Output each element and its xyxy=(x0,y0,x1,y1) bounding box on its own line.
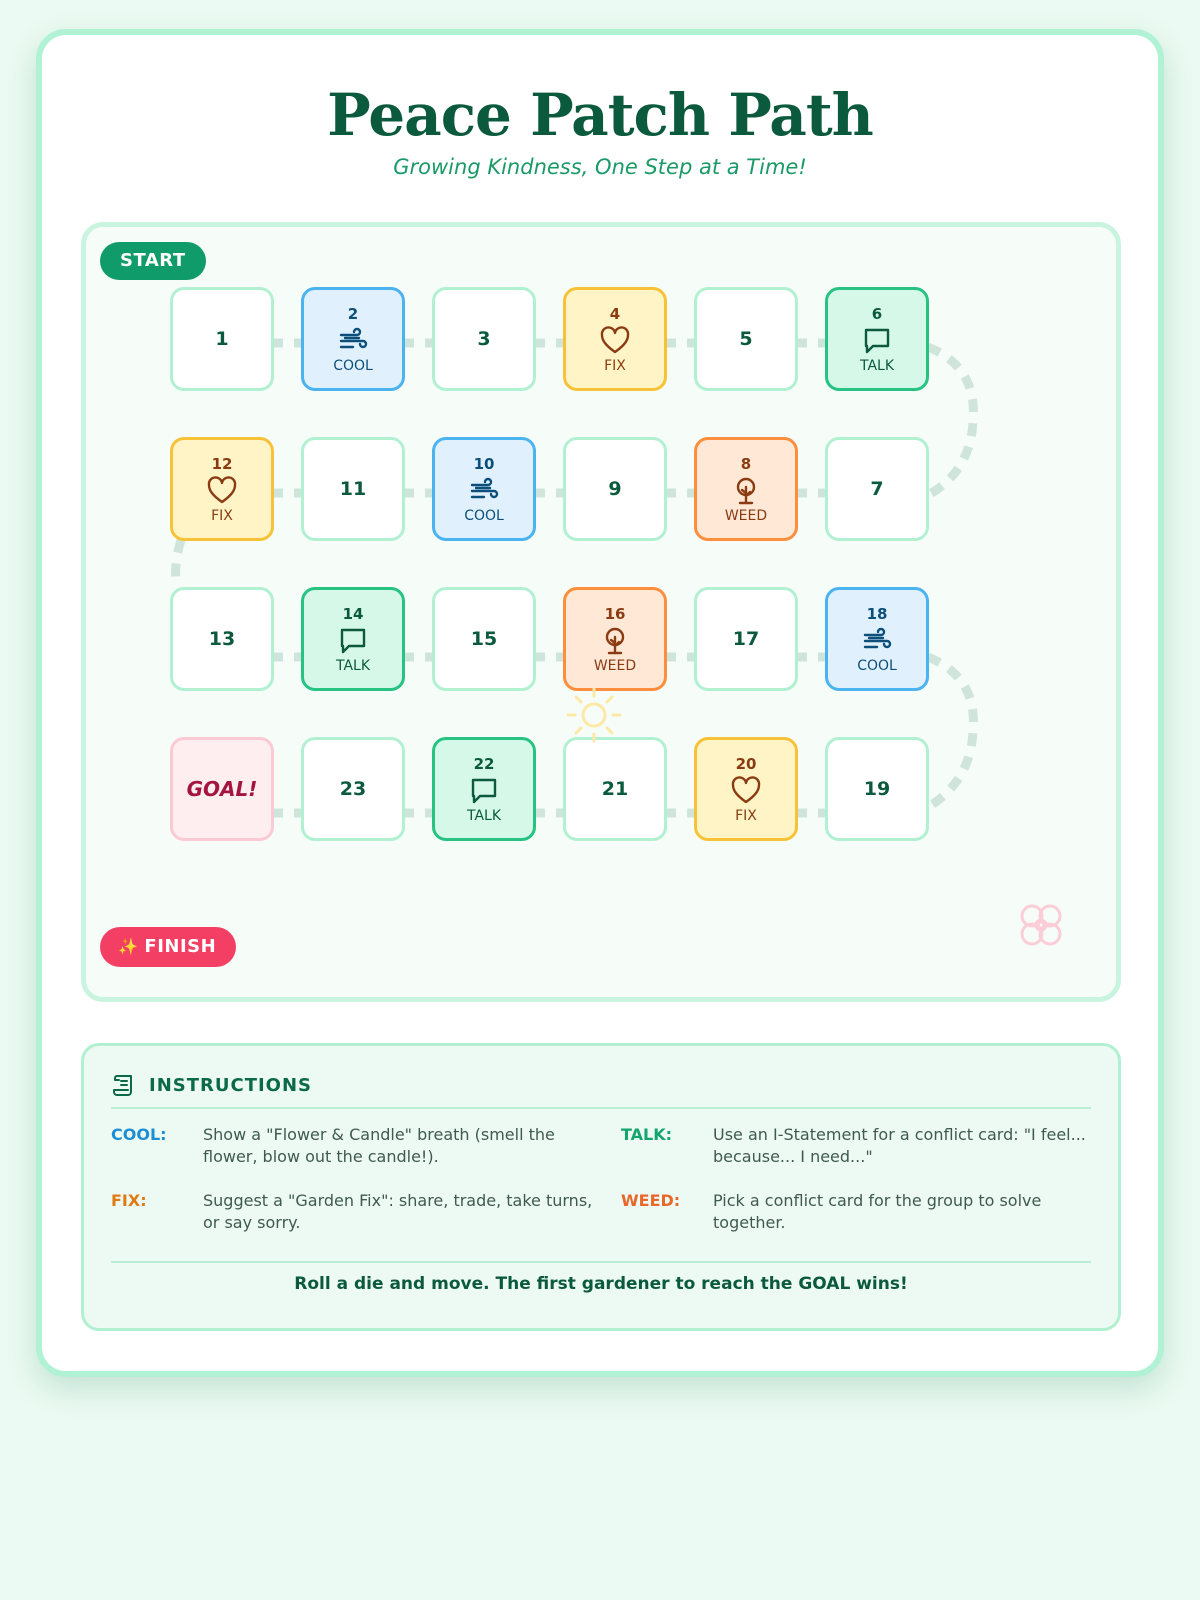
speech-bubble-icon xyxy=(337,625,369,657)
tile-label: TALK xyxy=(466,807,502,824)
tile-number: 18 xyxy=(866,604,888,623)
tile-6[interactable] xyxy=(825,287,929,391)
tile-number: 19 xyxy=(863,778,891,800)
tile-21[interactable] xyxy=(563,737,667,841)
tile-11[interactable] xyxy=(301,437,405,541)
tile-number: 12 xyxy=(211,454,233,473)
divider xyxy=(111,1261,1091,1263)
tile-label: FIX xyxy=(735,807,757,824)
tile-label: COOL xyxy=(857,657,897,674)
tile-number: 15 xyxy=(470,628,498,650)
tile-10[interactable] xyxy=(432,437,536,541)
tile-label: WEED xyxy=(724,507,768,524)
speech-bubble-icon xyxy=(468,775,500,807)
tile-16[interactable] xyxy=(563,587,667,691)
tile-23[interactable] xyxy=(301,737,405,841)
tile-3[interactable] xyxy=(432,287,536,391)
tile-14[interactable] xyxy=(301,587,405,691)
finish-badge xyxy=(100,927,236,967)
rule-description: Suggest a "Garden Fix": share, trade, take turns, or say sorry. xyxy=(203,1191,593,1232)
rule-key: FIX: xyxy=(111,1191,147,1210)
tile-12[interactable] xyxy=(170,437,274,541)
wind-icon xyxy=(468,475,500,507)
speech-bubble-icon xyxy=(861,325,893,357)
tile-number: 23 xyxy=(339,778,367,800)
tile-18[interactable] xyxy=(825,587,929,691)
instructions-title: INSTRUCTIONS xyxy=(149,1074,312,1096)
tile-number: 16 xyxy=(604,604,626,623)
finish-label: FINISH xyxy=(144,936,217,957)
tile-number: 3 xyxy=(477,328,491,350)
tile-label: TALK xyxy=(859,357,895,374)
start-badge: START xyxy=(100,242,206,280)
tile-number: 4 xyxy=(609,304,621,323)
tile-17[interactable] xyxy=(694,587,798,691)
tile-label: FIX xyxy=(211,507,233,524)
tile-label: COOL xyxy=(333,357,373,374)
tree-icon xyxy=(730,475,762,507)
tile-number: 10 xyxy=(473,454,495,473)
tile-number: 2 xyxy=(347,304,359,323)
tile-label: TALK xyxy=(335,657,371,674)
tree-icon xyxy=(599,625,631,657)
tile-4[interactable] xyxy=(563,287,667,391)
tile-number: 20 xyxy=(735,754,757,773)
instructions-header xyxy=(111,1072,312,1098)
tile-number: 7 xyxy=(870,478,884,500)
tile-number: GOAL! xyxy=(186,777,258,801)
page-subtitle: Growing Kindness, One Step at a Time! xyxy=(393,155,807,179)
wind-icon xyxy=(861,625,893,657)
tile-13[interactable] xyxy=(170,587,274,691)
tile-label: FIX xyxy=(604,357,626,374)
tile-15[interactable] xyxy=(432,587,536,691)
instructions-footer: Roll a die and move. The first gardener to reach the GOAL wins! xyxy=(294,1274,908,1294)
tile-number: 17 xyxy=(732,628,760,650)
tile-number: 13 xyxy=(208,628,236,650)
tile-20[interactable] xyxy=(694,737,798,841)
tile-number: 22 xyxy=(473,754,495,773)
tile-goal[interactable] xyxy=(170,737,274,841)
flower-icon xyxy=(1016,900,1066,950)
tile-19[interactable] xyxy=(825,737,929,841)
instructions-panel xyxy=(81,1043,1121,1331)
tile-number: 21 xyxy=(601,778,629,800)
tile-9[interactable] xyxy=(563,437,667,541)
tile-number: 5 xyxy=(739,328,753,350)
heart-icon xyxy=(206,475,238,507)
page-title: Peace Patch Path xyxy=(327,81,873,149)
sun-icon xyxy=(562,683,626,747)
tile-number: 9 xyxy=(608,478,622,500)
rule-description: Show a "Flower & Candle" breath (smell the flower, blow out the candle!). xyxy=(203,1125,555,1166)
tile-number: 1 xyxy=(215,328,229,350)
scroll-icon xyxy=(111,1072,137,1098)
tile-number: 14 xyxy=(342,604,364,623)
party-popper-icon: ✨ xyxy=(118,937,139,956)
game-board xyxy=(81,222,1121,1002)
rule-key: COOL: xyxy=(111,1125,167,1144)
heart-icon xyxy=(599,325,631,357)
tile-2[interactable] xyxy=(301,287,405,391)
tile-number: 8 xyxy=(740,454,752,473)
rule-key: WEED: xyxy=(621,1191,681,1210)
tile-number: 6 xyxy=(871,304,883,323)
divider xyxy=(111,1107,1091,1109)
rule-description: Use an I-Statement for a conflict card: "I feel... because... I need..." xyxy=(713,1125,1086,1166)
tile-label: WEED xyxy=(593,657,637,674)
rule-description: Pick a conflict card for the group to solve together. xyxy=(713,1191,1042,1232)
rule-key: TALK: xyxy=(621,1125,673,1144)
tile-22[interactable] xyxy=(432,737,536,841)
wind-icon xyxy=(337,325,369,357)
tile-5[interactable] xyxy=(694,287,798,391)
tile-8[interactable] xyxy=(694,437,798,541)
tile-1[interactable] xyxy=(170,287,274,391)
tile-label: COOL xyxy=(464,507,504,524)
tile-number: 11 xyxy=(339,478,367,500)
heart-icon xyxy=(730,775,762,807)
tile-7[interactable] xyxy=(825,437,929,541)
